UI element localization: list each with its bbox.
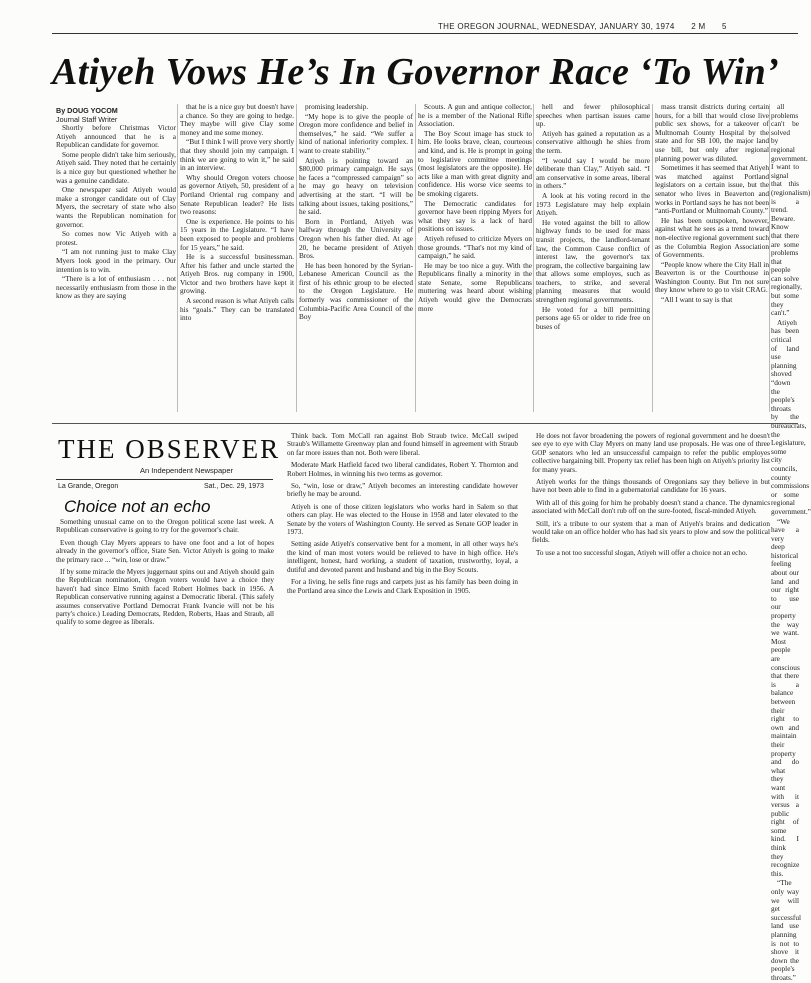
editorial-paragraph: So, “win, lose or draw,” Atiyeh becomes an interesting candidate however briefly he may be around. (287, 482, 518, 499)
editorial-paragraph: To use a not too successful slogan, Atiyeh will offer a choice not an echo. (536, 548, 748, 557)
article-column-2 (180, 103, 294, 416)
headline: Atiyeh Vows He’s In Governor Race ‘To Win’ (52, 51, 780, 93)
article-column-5 (536, 103, 650, 416)
masthead-rule (52, 33, 798, 34)
article-paragraph: He voted for a bill permitting persons age 65 or older to ride free on buses of (536, 304, 650, 331)
article-paragraph: The Democratic candidates for governor have been ripping Myers for what they say is a lack of hard positions on issues. (418, 198, 532, 234)
article-paragraph: mass transit districts during certain hours, for a bill that would close live public sex shows, for a takeover of Multnomah County Hospital by the state and for SB 100, the major land use bill, but only after regional planning power was diluted. (655, 102, 769, 163)
clipping-separator (52, 423, 798, 424)
article-column-3 (299, 103, 413, 416)
article-paragraph: “I am not running just to make Clay Myers look good in the primary. Our intention is to win. (56, 247, 176, 274)
editorial-column-1 (56, 518, 274, 627)
article-paragraph: Some people didn't take him seriously, Atiyeh said. They noted that he certainly is a nice guy but questioned whether he was a genuine candidate. (56, 149, 176, 185)
article-paragraph: He has been outspoken, however, against what he sees as a trend toward non-elective regional government such as the Columbia Region Association of Governments. (655, 215, 769, 260)
article-paragraph: Scouts. A gun and antique collector, he is a member of the National Rifle Association. (418, 102, 532, 129)
article-paragraph: hell and fewer philosophical speeches when partisan issues came up. (536, 102, 650, 129)
byline-title: Journal Staff Writer (56, 115, 118, 124)
article-paragraph: “The only way we will get successful land use planning is not to shove it down the people's throats.” (771, 878, 801, 982)
editorial-paragraph: If by some miracle the Myers juggernaut spins out and Atiyeh should gain the Republican nomination, Oregon voters would have a choice they haven't had since Elmo Smith faced Robert Holmes back in 1956. A Republican conservative running against a Democratic liberal. (This safely assumes conservative Portland Democrat Frank Ivancie will not be his party's choice.) Leading Democrats, Redden, Roberts, Haas and Straub, all qualify to some degree as liberals. (56, 568, 274, 627)
article-paragraph: So comes now Vic Atiyeh with a protest. (56, 229, 176, 247)
article-paragraph: Sometimes it has seemed that Atiyeh was matched against Portland legislators on a certain issue, but the senator who lives in Beaverton and works in Portland says he has not been “anti-Portland or Multnomah County.” (655, 163, 769, 216)
article-paragraph: Atiyeh is pointing toward an $80,000 primary campaign. He says he faces a “compressed campaign” so he may go heavy on television advertising at the start. “I will be talking about issues, taking positions,” he said. (299, 155, 413, 217)
article-paragraph: A second reason is what Atiyeh calls his “goals.” They can be translated into (180, 296, 294, 323)
column-divider (296, 104, 297, 412)
page-number: 2 M (691, 22, 706, 31)
article-paragraph: Atiyeh has been critical of land use planning shoved “down the people's throats by the bureaucrats, the Legislature, some city councils, county commissions or some regional government.” (771, 317, 811, 516)
section-number: 5 (722, 22, 727, 31)
editorial-column-3 (532, 432, 770, 618)
article-paragraph: He voted against the bill to allow highway funds to be used for mass transit projects, the landlord-tenant law, the Common Cause conflict of interest law, the governor's tax program, the collective bargaining law that allows some employes, such as teachers, to strike, and several planning measures that would strengthen regional governments. (536, 217, 650, 305)
article-column-7-partial (771, 102, 811, 982)
observer-rule (56, 479, 273, 480)
article-paragraph: He may be too nice a guy. With the Republicans finally a minority in the state Senate, some Republicans muttering was heard about wishing Atiyeh would give the Democrats more (418, 260, 532, 313)
editorial-paragraph: Still, it's a tribute to our system that a man of Atiyeh's brains and dedication would take on an office holder who has had six years to plow and sow the political fields. (532, 519, 770, 545)
article-paragraph: “We have a very deep historical feeling about our land and our right to use our property the way we want. Most people are conscious that there is a balance between their right to own and maintain their property and do what they want with it versus a public right of some kind. I think they recognize this. (771, 516, 800, 878)
editorial-paragraph: Atiyeh works for the things thousands of Oregonians say they believe in but have not been able to find in a gubernatorial candidate for 16 years. (532, 478, 770, 495)
article-column-1 (56, 124, 176, 416)
editorial-column-2 (287, 432, 518, 618)
article-paragraph: Shortly before Christmas Victor Atiyeh announced that he is a Republican candidate for governor. (56, 123, 176, 150)
column-divider (769, 104, 770, 412)
article-paragraph: “People know where the City Hall in Beaverton is or the Courthouse in Washington County. But I'm not sure they know where to go to visit CRAG. (655, 259, 769, 295)
column-divider (652, 104, 653, 412)
article-paragraph: Born in Portland, Atiyeh was halfway through the University of Oregon when his father died. At age 20, he became president of Atiyeh Bros. (299, 216, 413, 261)
editorial-paragraph: Moderate Mark Hatfield faced two liberal candidates, Robert Y. Thornton and Robert Holmes, in winning his two terms as governor. (287, 461, 518, 478)
article-paragraph: Atiyeh refused to criticize Myers on those grounds. “That's not my kind of campaign,” he said. (418, 233, 532, 261)
editorial-paragraph: Atiyeh is one of those citizen legislators who works hard in Salem so that others can play. He was elected to the House in 1958 and later elevated to the Senate by the voters of Washington County. He served as Senate GOP leader in 1973. (287, 502, 518, 537)
observer-date: Sat., Dec. 29, 1973 (204, 483, 264, 490)
article-paragraph: promising leadership. (305, 102, 369, 111)
article-paragraph: “My hope is to give the people of Oregon more confidence and belief in themselves,” he said. “We suffer a kind of national inferiority complex. I want to create stability.” (299, 111, 413, 155)
article-paragraph: “All I want to say is that (661, 295, 733, 305)
article-paragraph: “But I think I will prove very shortly that they should join my campaign. I think we are going to win it,” he said in an interview. (180, 137, 294, 173)
editorial-paragraph: For a living, he sells fine rugs and carpets just as his family has been doing in the Portland area since the Lewis and Clark Exposition in 1905. (287, 578, 518, 595)
article-paragraph: Atiyeh has gained a reputation as a conservative although he shies from the term. (536, 128, 650, 155)
column-divider (177, 104, 178, 412)
editorial-paragraph: Even though Clay Myers appears to have one foot and a lot of hopes already in the governor's office, State Sen. Victor Atiyeh is going to make the primary race ... “win, lose or draw.” (56, 538, 274, 564)
article-column-4 (418, 103, 532, 416)
byline-name: By DOUG YOCOM (56, 106, 118, 115)
article-paragraph: He is a successful businessman. After his father and uncle started the Atiyeh Bros. rug company in 1900, Victor and two brothers have kept it growing. (180, 252, 294, 296)
observer-subtitle: An Independent Newspaper (140, 466, 233, 475)
article-paragraph: all problems can't be solved by regional government. I want to signal that this (regionalism) is a trend. Beware. Know that there are some problems that people can solve regionally, but some they can't.” (771, 102, 811, 318)
column-divider (415, 104, 416, 412)
byline (56, 106, 186, 124)
editorial-paragraph: With all of this going for him he probably doesn't stand a chance. The dynamics associated with McCall don't rub off on the sure-footed, fiscal-minded Atiyeh. (532, 498, 770, 516)
article-column-6 (655, 103, 769, 416)
article-paragraph: One newspaper said Atiyeh would make a stronger candidate out of Clay Myers, the secretary of state who also wants the Republican nomination for governor. (56, 185, 176, 229)
masthead-text: THE OREGON JOURNAL, WEDNESDAY, JANUARY 30, 1974 (438, 22, 675, 31)
article-paragraph: Why should Oregon voters choose as governor Atiyeh, 50, president of a Portland Oriental rug company and Senate Republican leader? He lists two reasons: (180, 172, 294, 217)
journal-masthead (438, 22, 727, 31)
editorial-paragraph: Something unusual came on to the Oregon political scene last week. A Republican conservative is going to try for the governor's chair. (56, 518, 274, 535)
article-paragraph: “I would say I would be more deliberate than Clay,” Atiyeh said. “I am conservative in some areas, liberal in others.” (536, 155, 650, 191)
observer-masthead: THE OBSERVER (58, 434, 281, 464)
article-paragraph: He has been honored by the Syrian-Lebanese American Council as the first of his ethnic group to be elected to the Oregon Legislature. He formerly was commissioner of the Columbia-Pacific Area Council of the Boy (299, 260, 413, 322)
article-paragraph: that he is a nice guy but doesn't have a chance. So they are going to hedge. They maybe will give Clay some money and me some money. (180, 102, 294, 137)
article-paragraph: A look at his voting record in the 1973 Legislature may help explain Atiyeh. (536, 190, 650, 218)
editorial-paragraph: Think back. Tom McCall ran against Bob Straub twice. McCall swiped Straub's Willamette Greenway plan and found himself in agreement with Straub on far more issues than not. Both were liberal. (287, 432, 518, 457)
article-paragraph: One is experience. He points to his 15 years in the Legislature. “I have been exposed to people and problems for 15 years,” he said. (180, 216, 294, 252)
editorial-title: Choice not an echo (64, 497, 211, 516)
editorial-paragraph: He does not favor broadening the powers of regional government and he doesn't see eye to eye with Clay Myers on many land use proposals. He was one of three GOP senators who led an unsuccessful campaign to refer the public employes collective bargaining bill. Property tax relief has been high on Atiyeh's priority list for many years. (532, 432, 770, 474)
observer-location: La Grande, Oregon (58, 483, 119, 490)
column-divider (533, 104, 534, 412)
article-paragraph: “There is a lot of enthusiasm . . . not necessarily enthusiasm from those in the know as they are saying (56, 274, 176, 301)
article-paragraph: The Boy Scout image has stuck to him. He looks brave, clean, courteous and kind, and is. He is prompt in going to legislative committee meetings (most legislators are the opposite). He acts like a man with great dignity and confidence. His worse vice seems to be smoking cigarets. (418, 128, 532, 198)
editorial-paragraph: Setting aside Atiyeh's conservative bent for a moment, in all other ways he's the kind of man most voters would be relieved to have in high office. He's intelligent, honest, hard working, a student of taxation, trustworthy, loyal, a dutiful and devoted parent and husband and big in the Boy Scouts. (287, 540, 518, 574)
